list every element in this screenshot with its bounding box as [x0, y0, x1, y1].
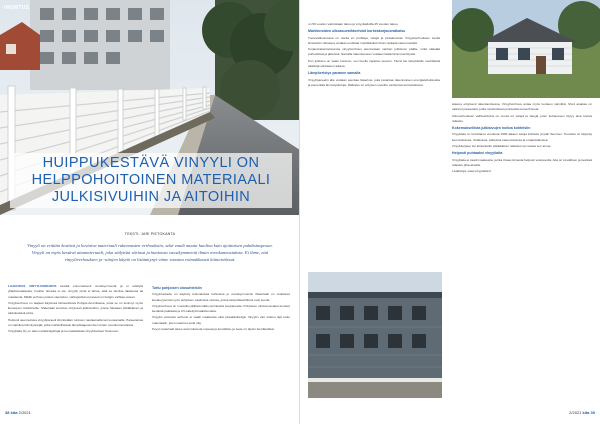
house-photo: [452, 0, 600, 98]
paragraph: Vinyyliaita on toimittanut vuodesta 1990 alkaen satoja kohteita ympäri Suomen. Tuotteita on käytetty kerrostaloissa, rivitaloissa, julkisissa rakennuksissa ja omakotitaloissa.: [452, 132, 592, 142]
paragraph: Ulkoverhouksen vaihtoehtoina on monia eri värejä ja sävyjä, joten kohteeseen löytyy aina sopiva ratkaisu.: [452, 113, 592, 123]
paragraph: Vinyylin ansiosta verhous ei vaadi maalausta eikä pintakäsittelyjä. Vinyylin väri ulottuu läpi koko materiaalin, joten naarmut eivät näy.: [152, 315, 290, 325]
issue-number: 2/2021: [569, 410, 582, 415]
paragraph: Vinyyliverhous on laajasti käytössä kiinteistöissä Pohjois-Amerikassa, josta se on levinnyt myös Euroopan markkinoille. Materiaali soveltuu erityisesti julkisivuihin, joissa halutaan pitkäikäinen ja säänkestävä pinta.: [8, 300, 143, 316]
paragraph: Kevyt materiaali tekee asennuksesta nopeaa ja turvallista, ja tuote on täysin kierrätettävä.: [152, 326, 275, 331]
lead-paragraph: Vinyyli on erittäin kestävä ja koviniva materiaali rakennusten verhouksiin, sekä vaadi muuta huoltoa kuin ajoittaisen puhdistuspesun. Vinyyli on myös kestävä aitamateriaali, joka säilyttää värinsä ja kuntonsa vuosikymmeniä ilman ovenkunnostuksia. Ei ihme, että vinyyliverhouksen ja -aitojen käyttö on lisääntynyt viime vuosina voimakkaasti kiinteistöissä.: [27, 243, 273, 262]
issue-number: 2/2021: [18, 410, 31, 415]
paragraph: [8, 284, 143, 300]
paragraph: Vinyyliverhous on muotoiltu jäljittelemään perinteistä puupaneelia. Pohjoisen oloissa testatut tuotteet kestävät pakkasta ja UV-säteilyä haalistumatta.: [152, 303, 290, 314]
right-column-2: [452, 102, 592, 175]
paragraph: Tuotevalikoimassa on useita eri profiileja, värejä ja pintakuvioita. Vinyyliverhouksen avulla kiinteistön ulkoasua voidaan uudistaa merkittävästi ilman raskaita rakennustöitä.: [308, 35, 440, 45]
left-column-2: [152, 284, 290, 333]
hero-photo: [0, 0, 300, 215]
subheading: Helposti puhtaaksi vinyyliaita: [452, 151, 503, 156]
lead-in: LAADUKAS VINYYLIVERHOUS: [8, 284, 57, 288]
folio-left: [5, 410, 31, 415]
paragraph: on 50 vuoden valmistajan takuu ja vinyyliaidoilla 25 vuoden takuu.: [308, 22, 399, 26]
magazine-name: kita: [10, 410, 18, 415]
article-headline: HUIPPUKESTÄVÄ VINYYLI ON HELPPOHOITOINEN MATERIAALI JULKISIVUIHIN JA AITOIHIN: [10, 153, 292, 208]
paragraph-text: kestää erinomaisesti vuosikymmeniä ja ei edellytä ylläpitomaalausta, huollon tarvetta ei ole, vinyylin pinta ei lahoa, eikä se tarvitse lakkausta tai maalausta. Mikäli verhous joskus vaurioituu, vahingoittunut paneeli on helppo vaihtaa uuteen.: [8, 284, 143, 299]
subheading: Tuttu pohjoisen olosuhteisiin: [152, 286, 202, 290]
right-column-1: [308, 22, 440, 89]
subheading: Kokemuksellista julkisivujen hoitoa kohteisiin: [452, 126, 531, 130]
subheading: Markkinoiden ulkoasuvaihtoehdot korkeakorjausratkaisu: [308, 29, 406, 34]
paragraph: Vinyyliaita Oy on alan markkinajohtaja ja tuo laadukkaat vinyylituotteet Suomeen.: [8, 329, 120, 333]
paragraph: Vinyylituotteita on käytetty kotimaisissa kohteissa jo vuosikymmeniä. Materiaali on osoittanut kestävyytensä myös pohjoisen vaativissa oloissa, joissa lämpötilavaihtelut ovat suuria.: [152, 292, 290, 302]
apartment-photo: [308, 272, 442, 398]
paragraph: Vinyyliaita ei vaadi maalausta, ja lika irtoaa pinnasta helposti vesipesulla. Aita on turvallinen ja kestävä ratkaisu piha-alueille.: [452, 157, 592, 167]
right-page: [300, 0, 600, 424]
paragraph: isäema erityisesti rakentamisessa. Vinyyliverhous antaa myös tuotteen valmiiksi. Moni asiakas on valinnut paneeleita, jotka muistuttavat perinteistä puuverhousta.: [452, 102, 592, 112]
page-number: 38: [5, 410, 10, 415]
magazine-name: kita: [582, 410, 590, 415]
paragraph: Vinyylipaneelin alle voidaan asentaa lisäeriste, joka parantaa rakennuksen energiatehokkuutta ja pienentää lämmityskuluja. Ratkaisu on erityisen suosittu vanhoissa kerrostaloissa.: [308, 77, 440, 87]
paragraph: Korjausrakentamisessa vinyyliverhous asennetaan vanhan julkisivun päälle, mikä säästää purkutöissä ja jätteissä. Samalla rakenteeseen voidaan lisätä lämmöneristystä.: [308, 47, 440, 57]
page-number: 39: [590, 410, 595, 415]
house-illustration: [452, 0, 600, 98]
contact-line: Lisätietoja: www.vinyyliaita.fi: [452, 169, 491, 174]
left-column-1: [8, 284, 143, 335]
apartment-building-illustration: [308, 272, 442, 398]
paragraph: Kun julkisivu on saatu kuntoon, sen huolto rajoittuu pesuun. Tämä tuo taloyhtiöille merkittäviä säästöjä elinkaaren aikana.: [308, 58, 440, 68]
paragraph: Helposti asennettava vinyylipaneeli kiinnitetään runkoon naulaamalla tai ruuvaamalla. Paneeleissa on valmiina kiinnitysreijät, jotka mahdollistavat lämpölaajenemisen ilman muodonmuutoksia.: [8, 317, 143, 327]
section-tag: IMORTUS: [4, 5, 30, 11]
subheading: Lämpöeristys paranee samalla: [308, 71, 361, 76]
folio-right: [569, 410, 595, 415]
paragraph: Vinyylikorjaus tuo kiinteistölle pitkäikäisen ratkaisun ja nostaa sen arvoa.: [452, 143, 552, 148]
byline: TEKSTI: JARI PIETOKANTA: [124, 232, 176, 236]
